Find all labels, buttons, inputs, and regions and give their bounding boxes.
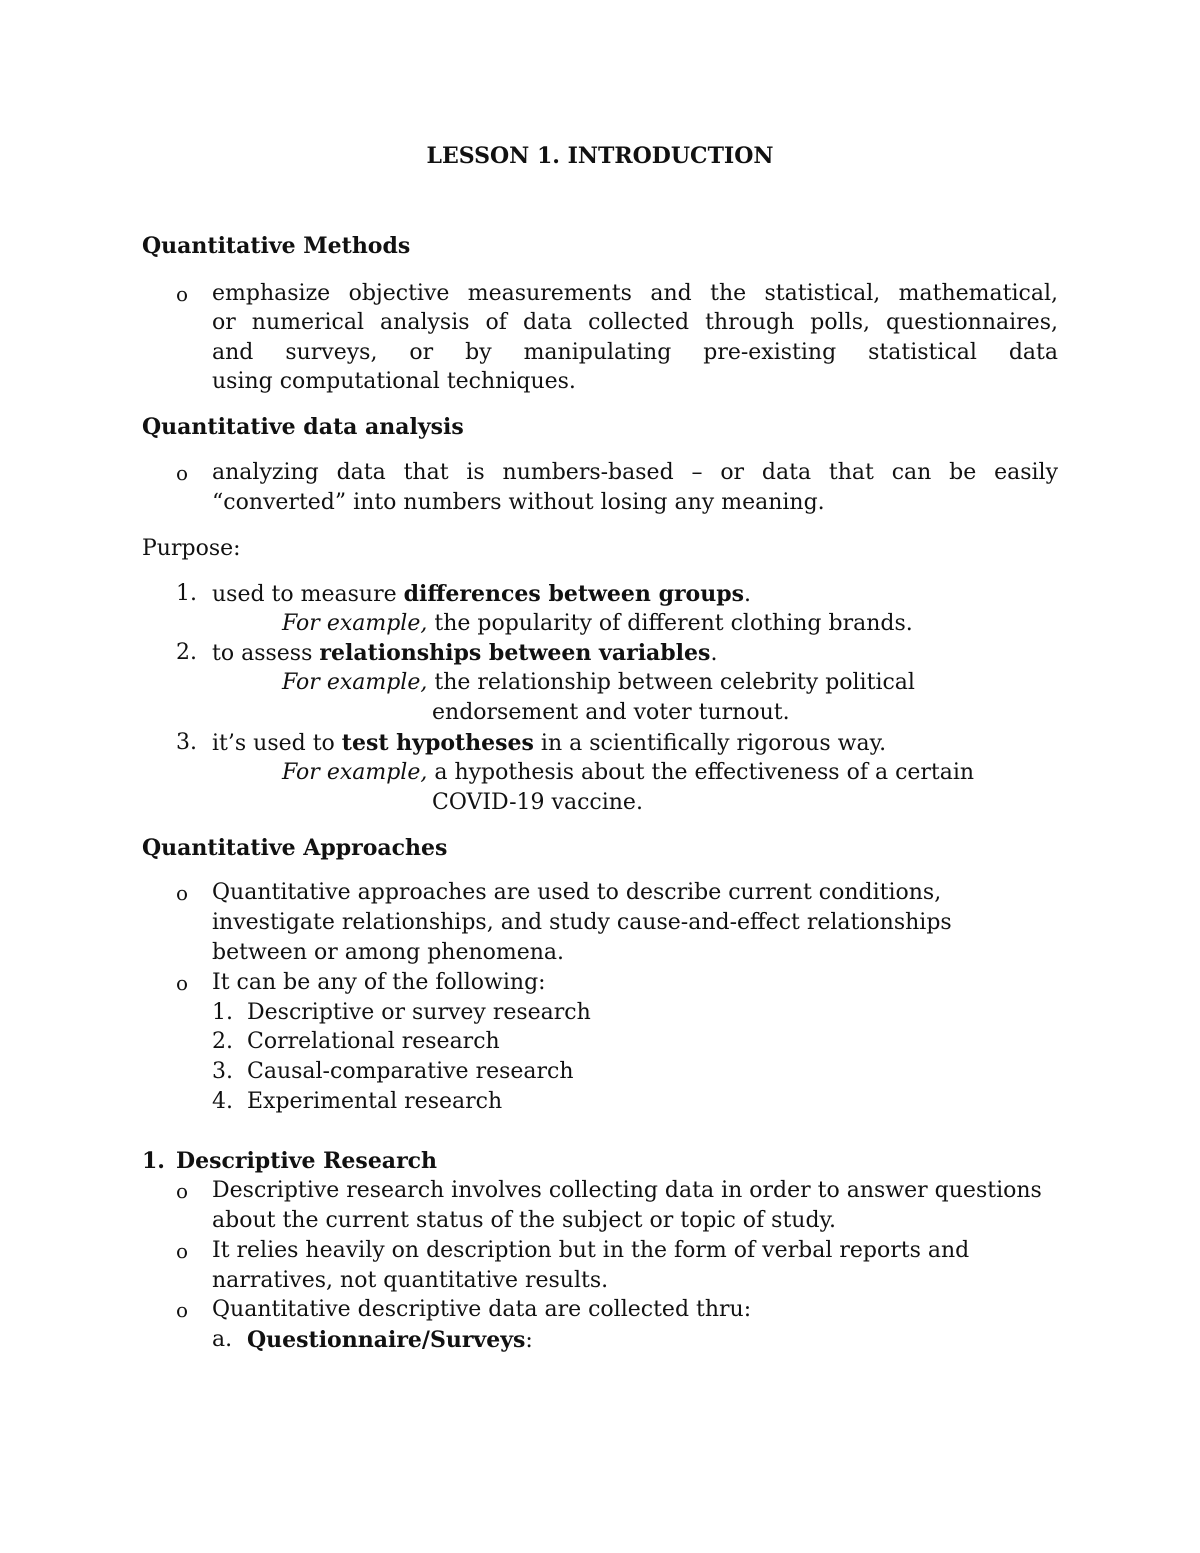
approach-list-item: Experimental research bbox=[247, 1089, 503, 1114]
purpose-item-number: 1. bbox=[176, 581, 197, 606]
section-number: 1. bbox=[142, 1148, 165, 1174]
approach-list-item: Correlational research bbox=[247, 1029, 500, 1054]
bullet-marker: o bbox=[176, 1298, 189, 1322]
purpose-example-1: For example, the popularity of different clothing brands. bbox=[282, 611, 913, 636]
purpose-heading: Purpose: bbox=[142, 536, 241, 561]
descriptive-line-1: Descriptive research involves collecting data in order to answer questions bbox=[212, 1178, 1042, 1203]
quant-data-analysis-line-2: “converted” into numbers without losing any meaning. bbox=[212, 490, 825, 515]
bullet-marker: o bbox=[176, 282, 189, 306]
heading-quantitative-data-analysis: Quantitative data analysis bbox=[142, 414, 464, 440]
lesson-title: LESSON 1. INTRODUCTION bbox=[426, 143, 774, 169]
descriptive-line-5: Quantitative descriptive data are collected thru: bbox=[212, 1297, 752, 1322]
sub-item-questionnaire: Questionnaire/Surveys: bbox=[247, 1327, 533, 1353]
purpose-example-2-cont: endorsement and voter turnout. bbox=[432, 700, 790, 725]
purpose-example-2: For example, the relationship between celebrity political bbox=[282, 670, 915, 695]
approaches-bullet-2: It can be any of the following: bbox=[212, 970, 546, 995]
purpose-example-3-cont: COVID-19 vaccine. bbox=[432, 790, 643, 815]
approach-list-number: 1. bbox=[212, 1000, 233, 1025]
approach-list-item: Descriptive or survey research bbox=[247, 1000, 591, 1025]
purpose-item-1: used to measure differences between groups. bbox=[212, 581, 751, 607]
descriptive-line-3: It relies heavily on description but in the form of verbal reports and bbox=[212, 1238, 970, 1263]
approach-list-number: 2. bbox=[212, 1029, 233, 1054]
bullet-marker: o bbox=[176, 1239, 189, 1263]
bullet-marker: o bbox=[176, 971, 189, 995]
quant-data-analysis-line-1: analyzing data that is numbers-based – or data that can be easily bbox=[212, 460, 1058, 485]
approach-list-number: 3. bbox=[212, 1059, 233, 1084]
heading-quantitative-methods: Quantitative Methods bbox=[142, 233, 411, 259]
heading-quantitative-approaches: Quantitative Approaches bbox=[142, 835, 448, 861]
purpose-item-number: 3. bbox=[176, 730, 197, 755]
purpose-item-2: to assess relationships between variables. bbox=[212, 640, 718, 666]
descriptive-line-4: narratives, not quantitative results. bbox=[212, 1268, 609, 1293]
approach-list-item: Causal-comparative research bbox=[247, 1059, 574, 1084]
bullet-marker: o bbox=[176, 881, 189, 905]
purpose-item-number: 2. bbox=[176, 640, 197, 665]
heading-descriptive-research: Descriptive Research bbox=[176, 1148, 438, 1174]
sub-item-label: a. bbox=[212, 1327, 233, 1352]
purpose-example-3: For example, a hypothesis about the effectiveness of a certain bbox=[282, 760, 975, 785]
quant-methods-line-1: emphasize objective measurements and the statistical, mathematical, bbox=[212, 281, 1058, 306]
approaches-line-1: Quantitative approaches are used to describe current conditions, bbox=[212, 880, 942, 905]
approaches-line-2: investigate relationships, and study cause-and-effect relationships bbox=[212, 910, 952, 935]
quant-methods-line-3: and surveys, or by manipulating pre-existing statistical data bbox=[212, 340, 1058, 365]
quant-methods-line-4: using computational techniques. bbox=[212, 369, 576, 394]
quant-methods-line-2: or numerical analysis of data collected through polls, questionnaires, bbox=[212, 310, 1058, 335]
bullet-marker: o bbox=[176, 461, 189, 485]
approach-list-number: 4. bbox=[212, 1089, 233, 1114]
descriptive-line-2: about the current status of the subject or topic of study. bbox=[212, 1208, 837, 1233]
purpose-item-3: it’s used to test hypotheses in a scientifically rigorous way. bbox=[212, 730, 887, 756]
bullet-marker: o bbox=[176, 1179, 189, 1203]
approaches-line-3: between or among phenomena. bbox=[212, 940, 565, 965]
